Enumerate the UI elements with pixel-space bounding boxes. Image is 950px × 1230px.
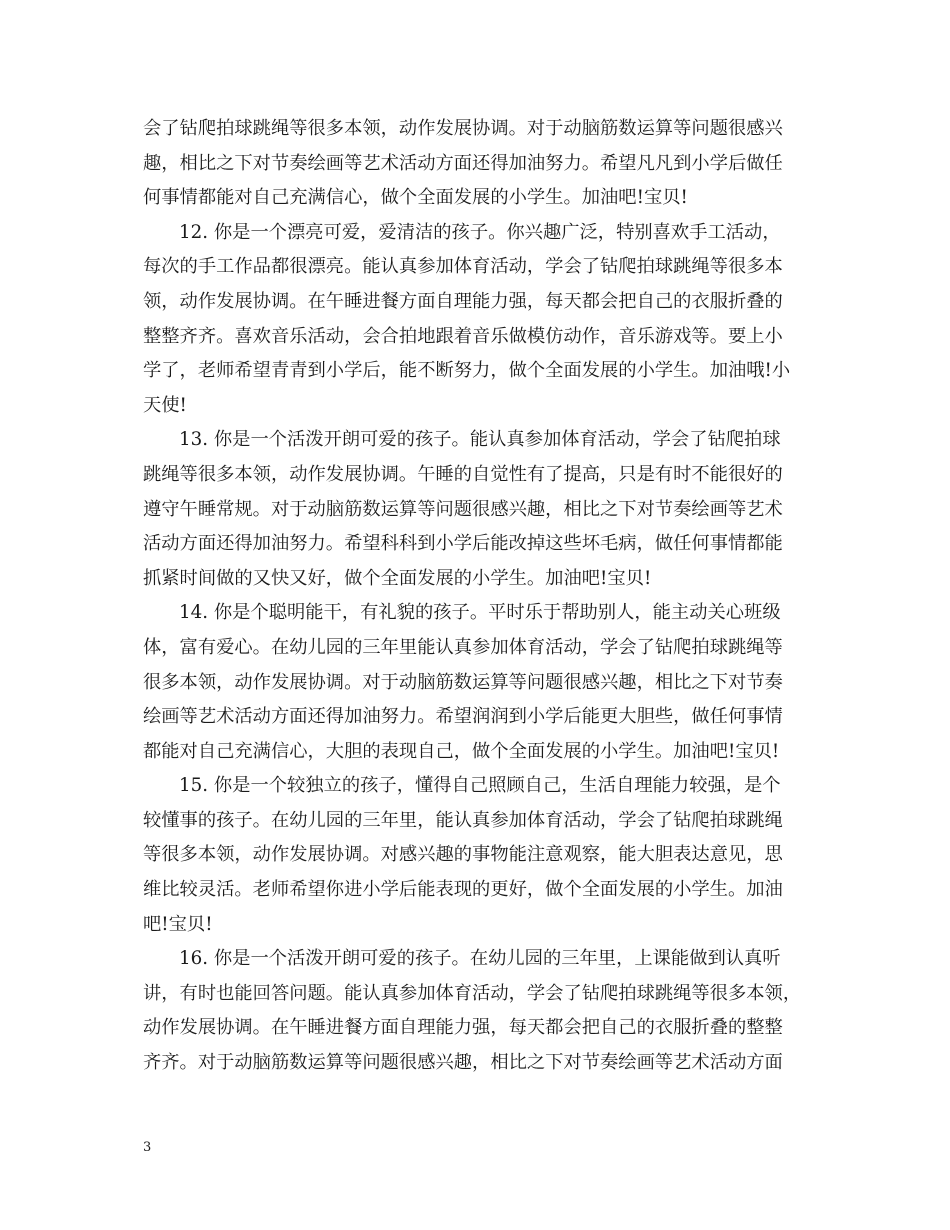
text-line: 吧!宝贝! <box>143 913 213 935</box>
text-line: 会了钻爬拍球跳绳等很多本领，动作发展协调。对于动脑筋数运算等问题很感兴 <box>143 118 783 139</box>
paragraph-first-line: 13. 你是一个活泼开朗可爱的孩子。能认真参加体育活动，学会了钻爬拍球 <box>179 429 781 451</box>
text-line: 讲，有时也能回答问题。能认真参加体育活动，学会了钻爬拍球跳绳等很多本领， <box>143 982 802 1004</box>
text-line: 领，动作发展协调。在午睡进餐方面自理能力强，每天都会把自己的衣服折叠的 <box>143 290 783 312</box>
text-line: 等很多本领，动作发展协调。对感兴趣的事物能注意观察，能大胆表达意见，思 <box>143 844 783 866</box>
text-line: 活动方面还得加油努力。希望科科到小学后能改掉这些坏毛病，做任何事情都能 <box>143 533 783 555</box>
text-line: 很多本领，动作发展协调。对于动脑筋数运算等问题很感兴趣，相比之下对节奏 <box>143 671 783 693</box>
text-line: 动作发展协调。在午睡进餐方面自理能力强，每天都会把自己的衣服折叠的整整 <box>143 1017 783 1039</box>
text-line: 趣，相比之下对节奏绘画等艺术活动方面还得加油努力。希望凡凡到小学后做任 <box>143 152 783 174</box>
text-line: 跳绳等很多本领，动作发展协调。午睡的自觉性有了提高，只是有时不能很好的 <box>143 463 783 485</box>
paragraph-first-line: 15. 你是一个较独立的孩子，懂得自己照顾自己，生活自理能力较强，是个 <box>179 775 781 797</box>
text-line: 抓紧时间做的又快又好，做个全面发展的小学生。加油吧!宝贝! <box>143 567 652 589</box>
page-number: 3 <box>143 1140 152 1155</box>
paragraph-first-line: 12. 你是一个漂亮可爱，爱清洁的孩子。你兴趣广泛，特别喜欢手工活动， <box>179 221 781 243</box>
document-body <box>143 112 811 1081</box>
text-line: 天使! <box>143 394 187 416</box>
text-line: 遵守午睡常规。对于动脑筋数运算等问题很感兴趣，相比之下对节奏绘画等艺术 <box>143 498 783 520</box>
text-line: 较懂事的孩子。在幼儿园的三年里，能认真参加体育活动，学会了钻爬拍球跳绳 <box>143 809 783 831</box>
text-line: 绘画等艺术活动方面还得加油努力。希望润润到小学后能更大胆些，做任何事情 <box>143 706 783 728</box>
paragraph-first-line: 14. 你是个聪明能干，有礼貌的孩子。平时乐于帮助别人，能主动关心班级 <box>179 602 781 624</box>
text-line: 齐齐。对于动脑筋数运算等问题很感兴趣，相比之下对节奏绘画等艺术活动方面 <box>143 1052 783 1074</box>
text-line: 学了，老师希望青青到小学后，能不断努力，做个全面发展的小学生。加油哦!小 <box>143 360 791 382</box>
text-line: 都能对自己充满信心，大胆的表现自己，做个全面发展的小学生。加油吧!宝贝! <box>143 740 780 762</box>
paragraph-first-line: 16. 你是一个活泼开朗可爱的孩子。在幼儿园的三年里，上课能做到认真听 <box>179 948 781 970</box>
text-line: 何事情都能对自己充满信心，做个全面发展的小学生。加油吧!宝贝! <box>143 187 688 209</box>
text-line: 整整齐齐。喜欢音乐活动，会合拍地跟着音乐做模仿动作，音乐游戏等。要上小 <box>143 325 783 347</box>
text-line: 体，富有爱心。在幼儿园的三年里能认真参加体育活动，学会了钻爬拍球跳绳等 <box>143 636 783 658</box>
text-line: 每次的手工作品都很漂亮。能认真参加体育活动，学会了钻爬拍球跳绳等很多本 <box>143 256 783 278</box>
text-line: 维比较灵活。老师希望你进小学后能表现的更好，做个全面发展的小学生。加油 <box>143 879 783 901</box>
